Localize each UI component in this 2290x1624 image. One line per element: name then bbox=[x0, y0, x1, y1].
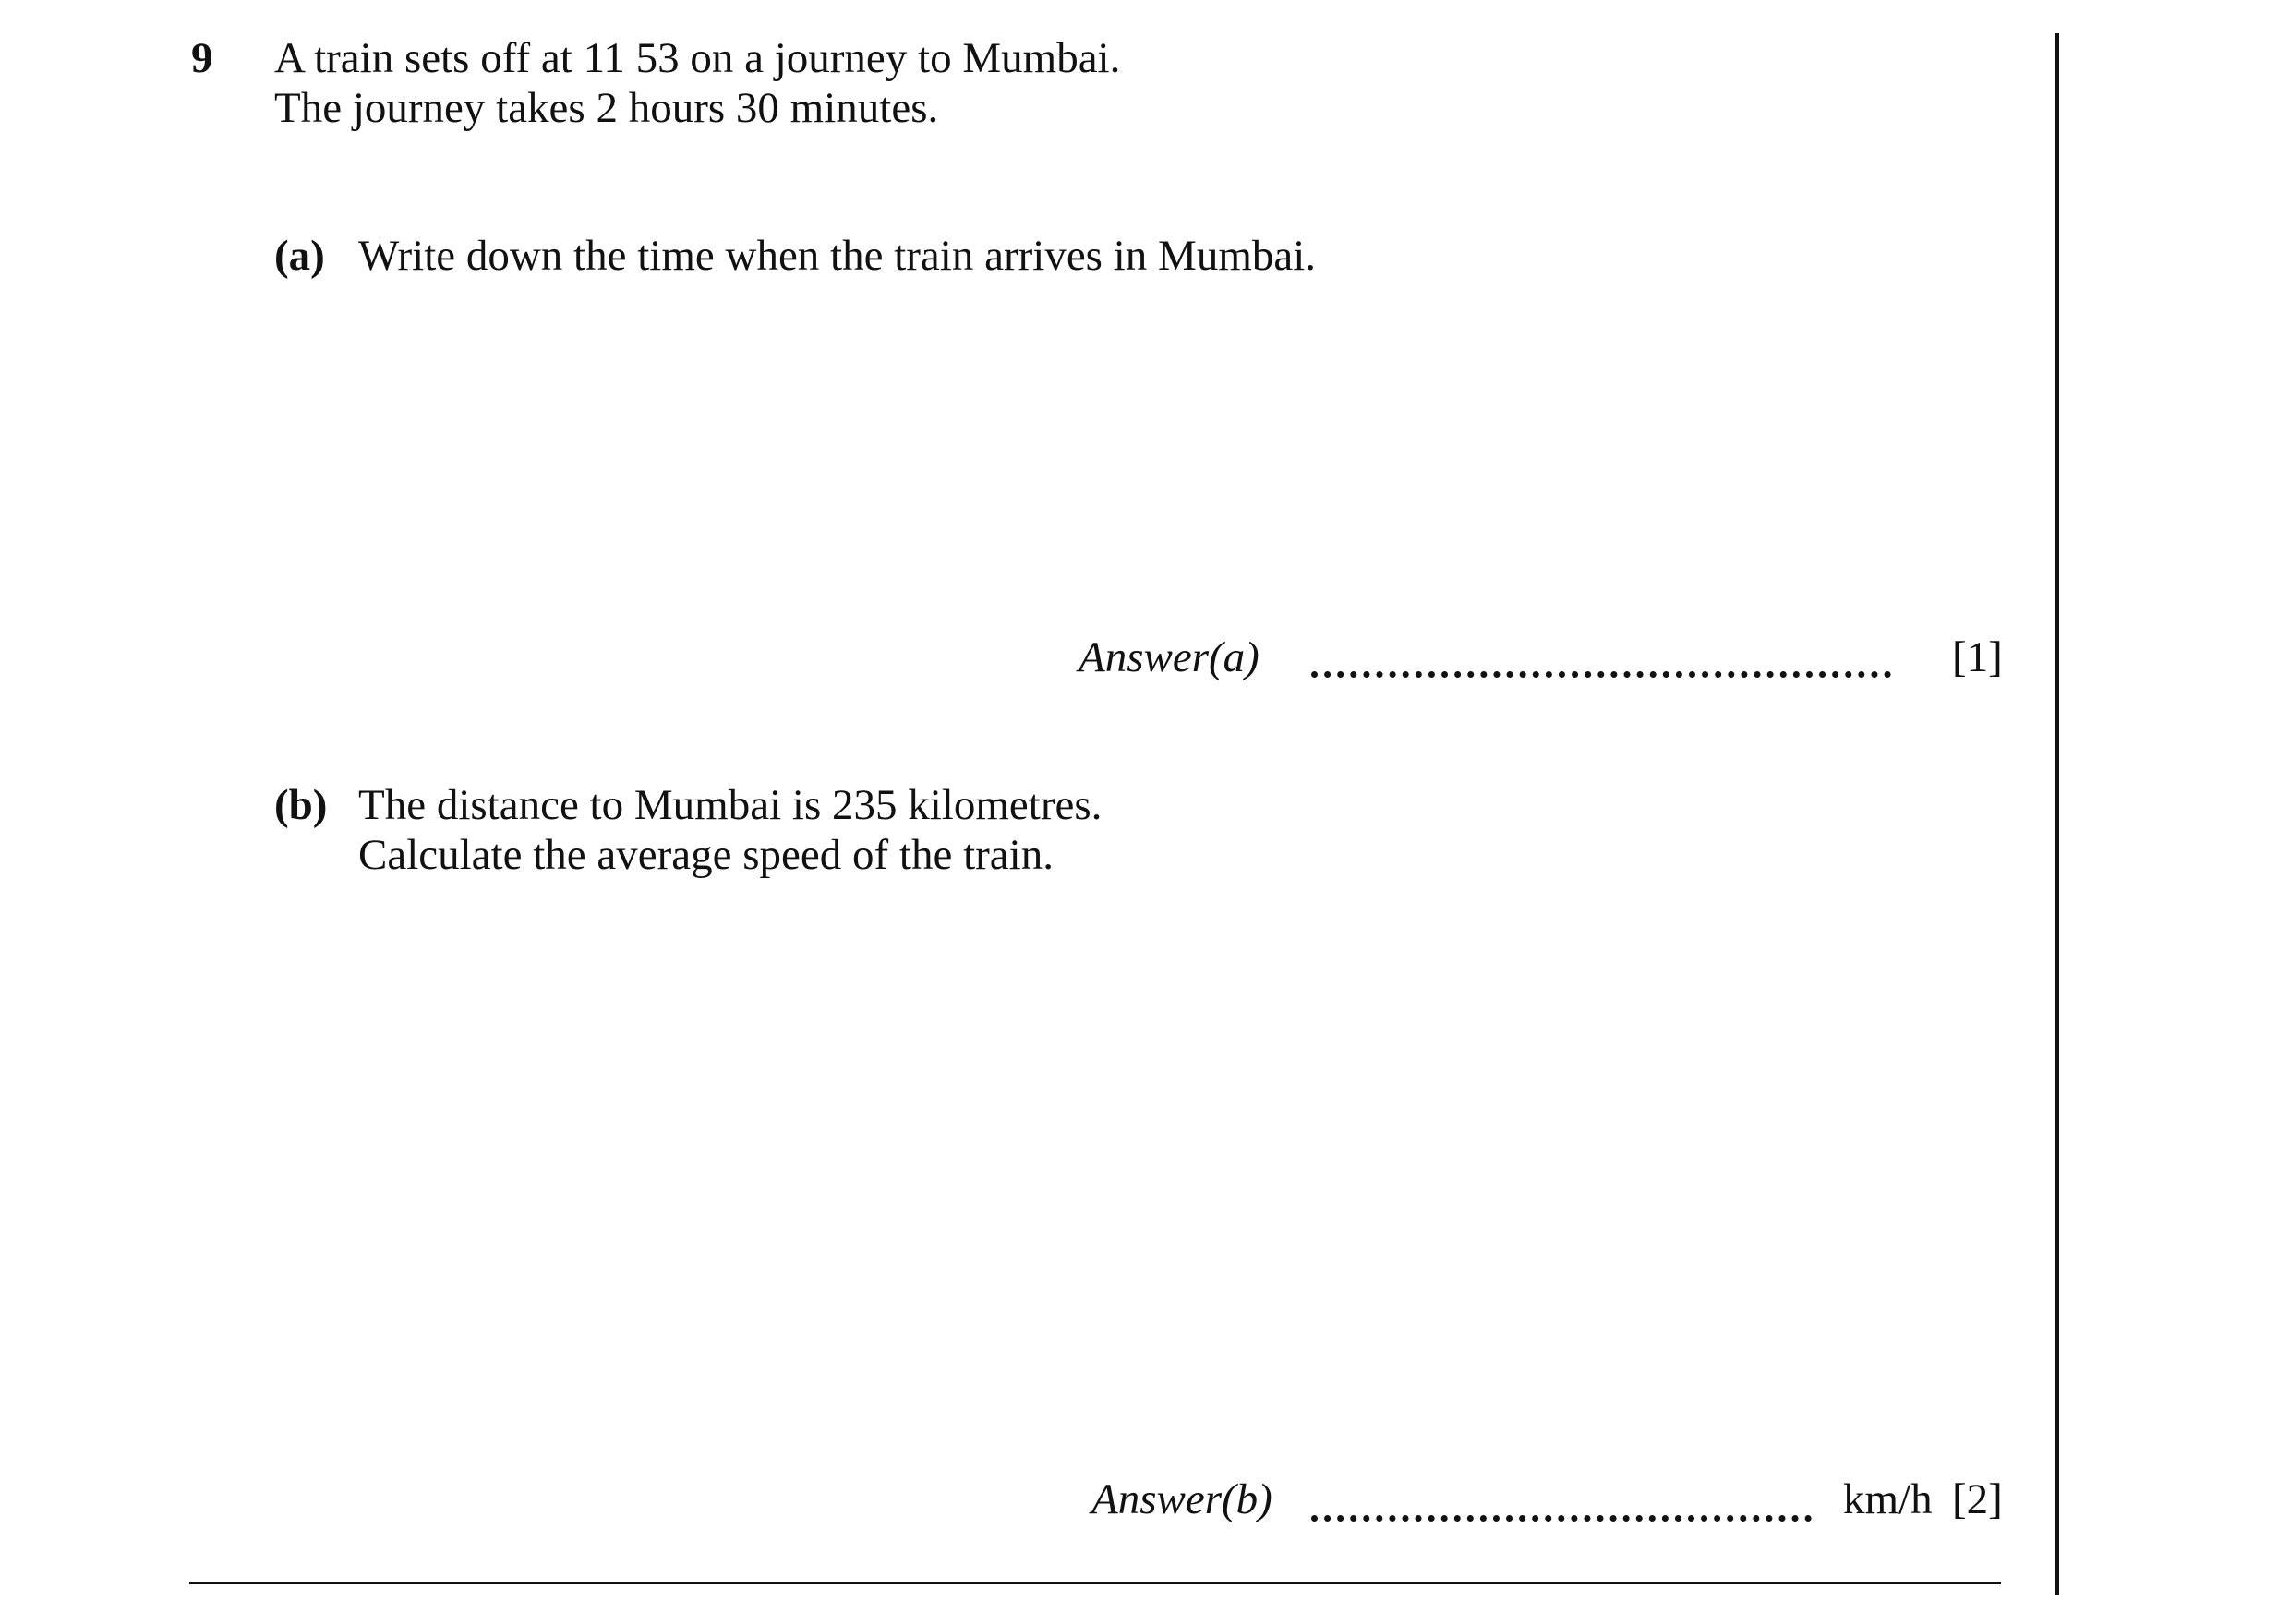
margin-rule bbox=[2055, 33, 2059, 1595]
answer-b-label: Answer(b) bbox=[1091, 1475, 1272, 1523]
part-b-text-line-1: The distance to Mumbai is 235 kilometres. bbox=[358, 781, 1103, 829]
part-a-text: Write down the time when the train arrives in Mumbai. bbox=[358, 232, 1317, 280]
part-b-label: (b) bbox=[274, 781, 328, 829]
answer-a-field[interactable] bbox=[1311, 671, 1891, 678]
question-stem-line-2: The journey takes 2 hours 30 minutes. bbox=[274, 84, 939, 132]
question-number: 9 bbox=[191, 34, 213, 82]
answer-a-label: Answer(a) bbox=[1079, 633, 1260, 681]
question-divider bbox=[189, 1582, 2001, 1584]
part-b-text-line-2: Calculate the average speed of the train. bbox=[358, 831, 1054, 879]
answer-b-field[interactable] bbox=[1311, 1515, 1812, 1522]
part-a-label: (a) bbox=[274, 232, 325, 280]
part-b-marks: [2] bbox=[1952, 1475, 2003, 1523]
question-stem-line-1: A train sets off at 11 53 on a journey to Mumbai. bbox=[274, 34, 1121, 82]
part-a-marks: [1] bbox=[1952, 633, 2003, 681]
answer-b-unit: km/h bbox=[1843, 1475, 1933, 1523]
